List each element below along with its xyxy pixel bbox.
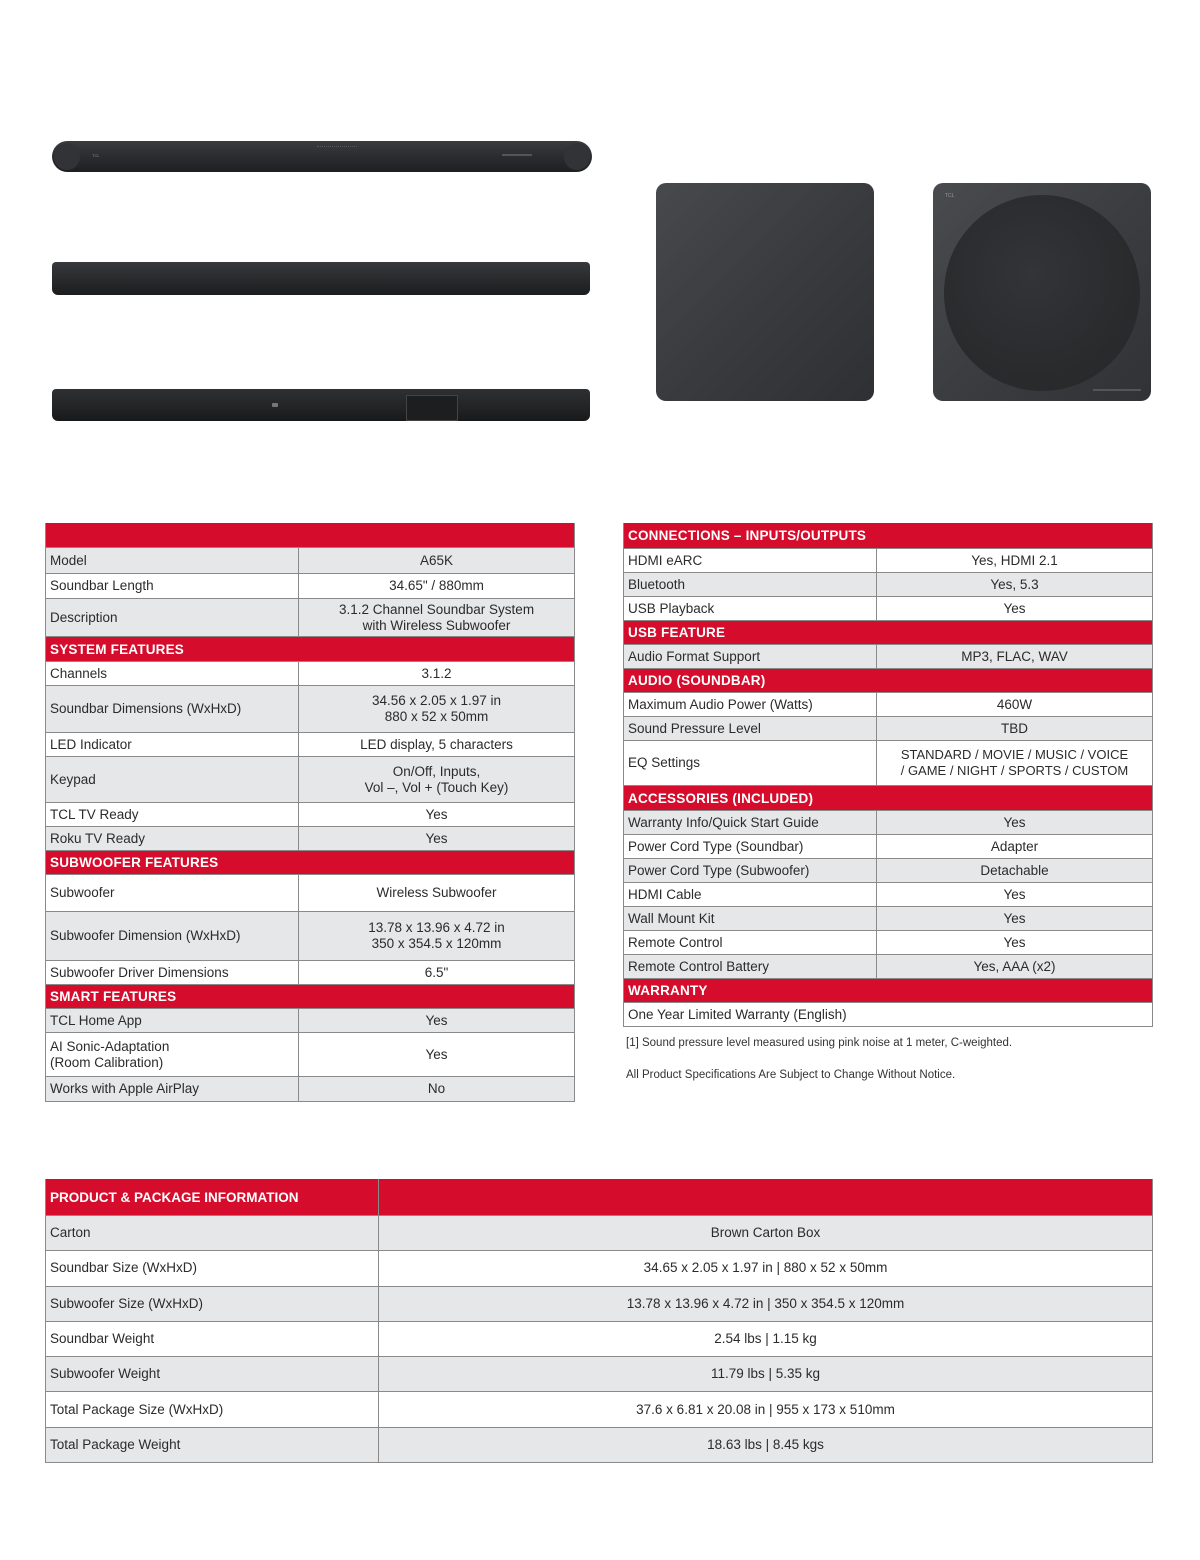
row-label: Soundbar Size (WxHxD) bbox=[50, 1260, 198, 1276]
row-value: Yes bbox=[876, 597, 1152, 620]
row-value: Yes, 5.3 bbox=[876, 573, 1152, 596]
table-row bbox=[46, 685, 574, 732]
row-value: 6.5" bbox=[298, 961, 574, 984]
row-label: AI Sonic-Adaptation (Room Calibration) bbox=[50, 1038, 170, 1070]
table-row bbox=[624, 834, 1152, 858]
footnote: [1] Sound pressure level measured using pink noise at 1 meter, C-weighted. bbox=[626, 1037, 1013, 1049]
table-row bbox=[624, 548, 1152, 572]
row-label: HDMI eARC bbox=[628, 552, 703, 568]
row-label: Soundbar Dimensions (WxHxD) bbox=[50, 701, 242, 716]
row-label: Warranty Info/Quick Start Guide bbox=[628, 814, 819, 830]
row-label: Keypad bbox=[50, 771, 96, 787]
row-label: Soundbar Length bbox=[50, 578, 154, 593]
row-label: Total Package Size (WxHxD) bbox=[50, 1401, 224, 1417]
row-label: Roku TV Ready bbox=[50, 830, 146, 846]
row-value: 11.79 lbs | 5.35 kg bbox=[378, 1357, 1152, 1391]
table-row bbox=[46, 826, 574, 850]
soundbar-jack bbox=[272, 403, 278, 407]
row-value: 3.1.2 bbox=[298, 662, 574, 685]
subwoofer-brand-mark bbox=[1093, 389, 1141, 391]
table-row bbox=[46, 573, 574, 598]
spec-table-right bbox=[623, 523, 1153, 1027]
section-header-connections: CONNECTIONS – INPUTS/OUTPUTS bbox=[624, 523, 1152, 548]
row-label: Subwoofer Dimension (WxHxD) bbox=[50, 928, 241, 943]
row-label: Model bbox=[50, 552, 87, 568]
row-label: Carton bbox=[50, 1225, 91, 1241]
table-row bbox=[46, 1250, 1152, 1285]
row-label: Subwoofer bbox=[50, 885, 115, 900]
row-value: Detachable bbox=[876, 859, 1152, 882]
row-value: 460W bbox=[876, 693, 1152, 716]
table-row bbox=[46, 1032, 574, 1076]
row-label: Total Package Weight bbox=[50, 1436, 181, 1452]
subwoofer-logo: TCL bbox=[945, 193, 955, 199]
row-value: 34.56 x 2.05 x 1.97 in 880 x 52 x 50mm bbox=[298, 686, 574, 732]
table-row bbox=[624, 572, 1152, 596]
row-label: Power Cord Type (Subwoofer) bbox=[628, 862, 810, 878]
row-value: 18.63 lbs | 8.45 kgs bbox=[378, 1428, 1152, 1462]
table-row bbox=[624, 1002, 1152, 1026]
row-value: 34.65" / 880mm bbox=[298, 574, 574, 598]
row-label: EQ Settings bbox=[628, 755, 701, 770]
row-label: Subwoofer Size (WxHxD) bbox=[50, 1295, 204, 1311]
row-value: 13.78 x 13.96 x 4.72 in | 350 x 354.5 x 120mm bbox=[378, 1287, 1152, 1321]
table-row bbox=[624, 716, 1152, 740]
row-value: Yes bbox=[298, 1033, 574, 1076]
row-label: Wall Mount Kit bbox=[628, 910, 715, 926]
soundbar-end-cap bbox=[54, 143, 80, 170]
section-header-warranty: WARRANTY bbox=[624, 978, 1152, 1002]
row-value: Yes bbox=[876, 931, 1152, 954]
row-value: Yes, HDMI 2.1 bbox=[876, 549, 1152, 572]
row-label: Audio Format Support bbox=[628, 648, 761, 664]
row-label: HDMI Cable bbox=[628, 886, 702, 902]
row-value: 34.65 x 2.05 x 1.97 in | 880 x 52 x 50mm bbox=[378, 1251, 1152, 1285]
row-label: TCL Home App bbox=[50, 1012, 142, 1028]
warranty-text: One Year Limited Warranty (English) bbox=[628, 1006, 847, 1022]
soundbar-port-panel bbox=[406, 395, 458, 421]
table-row bbox=[46, 547, 574, 573]
table-row bbox=[46, 661, 574, 685]
soundbar-touch-keys bbox=[317, 146, 357, 148]
table-row bbox=[46, 960, 574, 984]
table-row bbox=[624, 692, 1152, 716]
row-label: TCL TV Ready bbox=[50, 806, 139, 822]
table-row bbox=[46, 732, 574, 756]
row-value: Yes bbox=[298, 827, 574, 850]
table-row bbox=[46, 802, 574, 826]
soundbar-top-view-image bbox=[52, 141, 592, 172]
table-row bbox=[46, 911, 574, 960]
table-row bbox=[624, 810, 1152, 834]
row-label: Sound Pressure Level bbox=[628, 720, 761, 736]
row-value: No bbox=[298, 1077, 574, 1101]
table-row bbox=[46, 598, 574, 636]
section-header-blank bbox=[46, 523, 574, 547]
table-row bbox=[624, 858, 1152, 882]
section-header-usb-feature: USB FEATURE bbox=[624, 620, 1152, 644]
row-value: MP3, FLAC, WAV bbox=[876, 645, 1152, 668]
row-label: USB Playback bbox=[628, 600, 715, 616]
row-value: Yes bbox=[876, 907, 1152, 930]
disclaimer: All Product Specifications Are Subject to Change Without Notice. bbox=[626, 1069, 956, 1081]
row-label: Channels bbox=[50, 665, 108, 681]
row-value: 13.78 x 13.96 x 4.72 in 350 x 354.5 x 120mm bbox=[298, 912, 574, 960]
subwoofer-front-view-image bbox=[933, 183, 1151, 401]
soundbar-end-cap bbox=[564, 143, 590, 170]
table-row bbox=[46, 756, 574, 802]
table-row bbox=[624, 906, 1152, 930]
row-label: Subwoofer Driver Dimensions bbox=[50, 964, 229, 980]
table-row bbox=[46, 1427, 1152, 1462]
row-value: Yes bbox=[298, 1009, 574, 1032]
row-value: STANDARD / MOVIE / MUSIC / VOICE / GAME / NIGHT / SPORTS / CUSTOM bbox=[876, 741, 1152, 785]
table-row bbox=[46, 1215, 1152, 1250]
soundbar-logo: TCL bbox=[92, 153, 100, 158]
soundbar-back-view-image bbox=[52, 389, 590, 421]
section-header-subwoofer-features: SUBWOOFER FEATURES bbox=[46, 850, 574, 874]
table-row bbox=[624, 930, 1152, 954]
package-info-table bbox=[45, 1179, 1153, 1463]
row-value: A65K bbox=[298, 548, 574, 573]
row-label: Works with Apple AirPlay bbox=[50, 1081, 200, 1096]
row-value: Wireless Subwoofer bbox=[298, 875, 574, 911]
section-header-system-features: SYSTEM FEATURES bbox=[46, 636, 574, 661]
row-label: LED Indicator bbox=[50, 736, 132, 752]
soundbar-front-view-image bbox=[52, 262, 590, 295]
package-header-row bbox=[46, 1179, 1152, 1215]
table-row bbox=[46, 1008, 574, 1032]
row-label: Remote Control Battery bbox=[628, 958, 770, 974]
table-row bbox=[624, 596, 1152, 620]
row-label: Maximum Audio Power (Watts) bbox=[628, 696, 813, 712]
table-row bbox=[46, 1321, 1152, 1356]
row-value: Brown Carton Box bbox=[378, 1216, 1152, 1250]
row-value: Yes, AAA (x2) bbox=[876, 955, 1152, 978]
header-blank-cell bbox=[378, 1179, 1152, 1215]
table-row bbox=[46, 1356, 1152, 1391]
soundbar-brand-mark bbox=[502, 154, 532, 156]
row-value: Yes bbox=[298, 803, 574, 826]
section-header-accessories: ACCESSORIES (INCLUDED) bbox=[624, 785, 1152, 810]
table-row bbox=[624, 954, 1152, 978]
row-label: Description bbox=[50, 609, 118, 625]
table-row bbox=[46, 1391, 1152, 1426]
subwoofer-grille bbox=[944, 195, 1140, 391]
row-value: Yes bbox=[876, 811, 1152, 834]
row-label: Subwoofer Weight bbox=[50, 1366, 161, 1382]
subwoofer-side-view-image bbox=[656, 183, 874, 401]
row-label: Bluetooth bbox=[628, 576, 686, 592]
table-row bbox=[46, 1076, 574, 1101]
row-value: Yes bbox=[876, 883, 1152, 906]
table-row bbox=[624, 882, 1152, 906]
row-value: LED display, 5 characters bbox=[298, 733, 574, 756]
table-row bbox=[624, 644, 1152, 668]
row-value: 3.1.2 Channel Soundbar System with Wireless Subwoofer bbox=[298, 599, 574, 636]
row-value: 2.54 lbs | 1.15 kg bbox=[378, 1322, 1152, 1356]
row-label: Soundbar Weight bbox=[50, 1331, 155, 1347]
row-value: TBD bbox=[876, 717, 1152, 740]
table-row bbox=[46, 1286, 1152, 1321]
row-label: Power Cord Type (Soundbar) bbox=[628, 838, 804, 854]
row-value: 37.6 x 6.81 x 20.08 in | 955 x 173 x 510mm bbox=[378, 1392, 1152, 1426]
row-value: Adapter bbox=[876, 835, 1152, 858]
spec-table-left bbox=[45, 523, 575, 1102]
table-row bbox=[46, 874, 574, 911]
section-header-audio: AUDIO (SOUNDBAR) bbox=[624, 668, 1152, 692]
table-row bbox=[624, 740, 1152, 785]
row-value: On/Off, Inputs, Vol –, Vol + (Touch Key) bbox=[298, 757, 574, 802]
section-header-package: PRODUCT & PACKAGE INFORMATION bbox=[50, 1189, 299, 1205]
row-label: Remote Control bbox=[628, 934, 723, 950]
section-header-smart-features: SMART FEATURES bbox=[46, 984, 574, 1008]
